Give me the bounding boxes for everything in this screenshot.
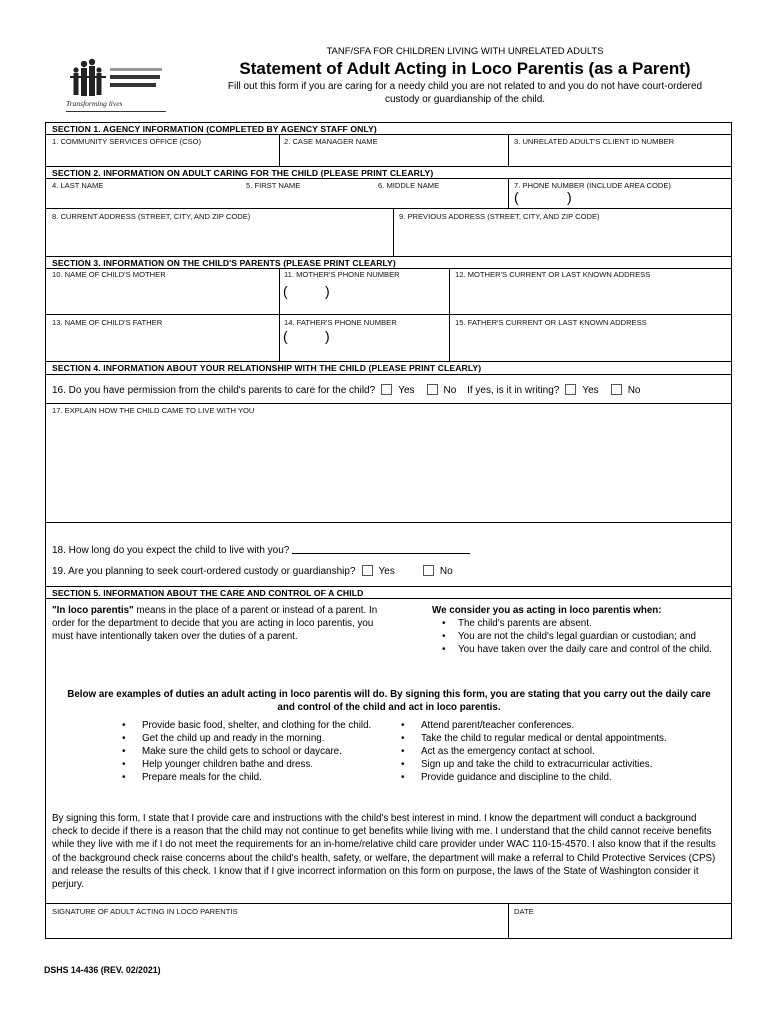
definition-text: means in the place of a parent or instead of a parent. In order for the department to decide that you are acting in loco parentis, you must have intentionally taken over the duties of a parent.	[52, 605, 378, 642]
q19-yes-checkbox[interactable]	[362, 565, 373, 576]
q19-no-label: No	[439, 566, 453, 577]
list-item: • Provide basic food, shelter, and clothing for the child.	[118, 719, 386, 732]
form-title: Statement of Adult Acting in Loco Parentis (as a Parent)	[239, 59, 691, 78]
phone-paren-close: )	[567, 189, 572, 205]
father-address-field[interactable]: 15. FATHER'S CURRENT OR LAST KNOWN ADDRESS	[455, 318, 647, 327]
middle-name-field[interactable]: 6. MIDDLE NAME	[378, 181, 440, 190]
explain-field[interactable]: 17. EXPLAIN HOW THE CHILD CAME TO LIVE WITH YOU	[52, 406, 255, 415]
consider-list	[436, 617, 721, 656]
logo-divider	[66, 111, 166, 112]
definition-term: "In loco parentis"	[52, 605, 134, 616]
attestation-statement: By signing this form, I state that I provide care and instructions with the child's best interest in mind. I know the department will conduct a background check to decide if there is a reason that the child may not continue to get benefits while living with me. I understand that the child cannot receive benefits while they live with me if I do not meet the requirements for an in-home/relative child care provider under WAC 110-15-4570. I also know that if the results of the background check raise concerns about the child's health, safety, or welfare, the department will make a referral to Child Protective Services (CPS) and release the results of this check. I know that if I give incorrect information on this form on purpose, the laws of the State of Washington consider it perjury.	[52, 813, 716, 891]
date-field[interactable]: DATE	[514, 907, 534, 916]
q19-yes-label: Yes	[378, 566, 395, 577]
section-3-heading: SECTION 3. INFORMATION ON THE CHILD'S PARENTS (PLEASE PRINT CLEARLY)	[52, 258, 396, 268]
question-16-text: 16. Do you have permission from the child's parents to care for the child?	[52, 385, 376, 396]
list-item: • The child's parents are absent.	[436, 617, 721, 630]
definition-paragraph	[52, 604, 382, 643]
mother-phone-paren-open: (	[283, 283, 288, 299]
signature-field[interactable]: SIGNATURE OF ADULT ACTING IN LOCO PARENTIS	[52, 907, 238, 916]
section-5-heading: SECTION 5. INFORMATION ABOUT THE CARE AND CONTROL OF A CHILD	[52, 588, 364, 598]
list-item: • You have taken over the daily care and control of the child.	[436, 643, 721, 656]
logo-tagline: Transforming lives	[66, 99, 123, 108]
q16-no-checkbox[interactable]	[427, 384, 438, 395]
phone-paren-open: (	[514, 189, 519, 205]
current-address-field[interactable]: 8. CURRENT ADDRESS (STREET, CITY, AND ZIP CODE)	[52, 212, 251, 221]
q18-answer-line[interactable]	[292, 543, 470, 554]
q19-no-checkbox[interactable]	[423, 565, 434, 576]
mother-name-field[interactable]: 10. NAME OF CHILD'S MOTHER	[52, 270, 166, 279]
question-16b-text: If yes, is it in writing?	[467, 385, 560, 396]
last-name-field[interactable]: 4. LAST NAME	[52, 181, 104, 190]
list-item: • Get the child up and ready in the morning.	[118, 732, 386, 745]
mother-phone-field[interactable]: 11. MOTHER'S PHONE NUMBER	[284, 270, 400, 279]
section-4-heading: SECTION 4. INFORMATION ABOUT YOUR RELATIONSHIP WITH THE CHILD (PLEASE PRINT CLEARLY)	[52, 363, 482, 373]
list-item: • You are not the child's legal guardian or custodian; and	[436, 630, 721, 643]
list-item: • Act as the emergency contact at school.	[397, 745, 722, 758]
cso-field[interactable]: 1. COMMUNITY SERVICES OFFICE (CSO)	[52, 137, 202, 146]
list-item: • Help younger children bathe and dress.	[118, 758, 386, 771]
list-item: • Prepare meals for the child.	[118, 771, 386, 784]
question-19-text: 19. Are you planning to seek court-ordered custody or guardianship?	[52, 566, 356, 577]
section-2-heading: SECTION 2. INFORMATION ON ADULT CARING FOR THE CHILD (PLEASE PRINT CLEARLY)	[52, 168, 434, 178]
question-16	[52, 384, 640, 396]
list-item: • Take the child to regular medical or dental appointments.	[397, 732, 722, 745]
father-phone-paren-close: )	[325, 328, 330, 344]
form-number: DSHS 14-436 (REV. 02/2021)	[44, 965, 161, 975]
examples-heading: Below are examples of duties an adult acting in loco parentis will do. By signing this form, you are stating that you carry out the daily care and control of the child and act in loco parentis.	[67, 689, 711, 713]
case-manager-field[interactable]: 2. CASE MANAGER NAME	[284, 137, 378, 146]
phone-field[interactable]: 7. PHONE NUMBER (INCLUDE AREA CODE)	[514, 181, 671, 190]
list-item: • Make sure the child gets to school or daycare.	[118, 745, 386, 758]
consider-heading: We consider you as acting in loco parentis when:	[432, 605, 662, 616]
q16-no-label: No	[443, 385, 457, 396]
section-1-heading: SECTION 1. AGENCY INFORMATION (COMPLETED BY AGENCY STAFF ONLY)	[52, 124, 377, 134]
list-item: • Attend parent/teacher conferences.	[397, 719, 722, 732]
q16b-no-label: No	[627, 385, 641, 396]
father-phone-paren-open: (	[283, 328, 288, 344]
list-item: • Provide guidance and discipline to the child.	[397, 771, 722, 784]
duties-left-list	[118, 719, 386, 784]
question-18-text: 18. How long do you expect the child to live with you?	[52, 545, 290, 556]
list-item: • Sign up and take the child to extracurricular activities.	[397, 758, 722, 771]
mother-phone-paren-close: )	[325, 283, 330, 299]
question-19	[52, 565, 453, 577]
q16-yes-checkbox[interactable]	[381, 384, 392, 395]
q16b-yes-label: Yes	[582, 385, 599, 396]
previous-address-field[interactable]: 9. PREVIOUS ADDRESS (STREET, CITY, AND ZIP CODE)	[399, 212, 600, 221]
client-id-field[interactable]: 3. UNRELATED ADULT'S CLIENT ID NUMBER	[514, 137, 675, 146]
q16-yes-label: Yes	[398, 385, 415, 396]
first-name-field[interactable]: 5. FIRST NAME	[246, 181, 301, 190]
form-program: TANF/SFA FOR CHILDREN LIVING WITH UNRELATED ADULTS	[326, 46, 604, 57]
question-18	[52, 543, 470, 556]
father-name-field[interactable]: 13. NAME OF CHILD'S FATHER	[52, 318, 163, 327]
q16b-yes-checkbox[interactable]	[565, 384, 576, 395]
duties-right-list	[397, 719, 722, 784]
father-phone-field[interactable]: 14. FATHER'S PHONE NUMBER	[284, 318, 397, 327]
q16b-no-checkbox[interactable]	[611, 384, 622, 395]
form-subtitle: Fill out this form if you are caring for a needy child you are not related to and you do not have court-ordered custody or guardianship of the child.	[227, 81, 703, 105]
mother-address-field[interactable]: 12. MOTHER'S CURRENT OR LAST KNOWN ADDRESS	[455, 270, 651, 279]
